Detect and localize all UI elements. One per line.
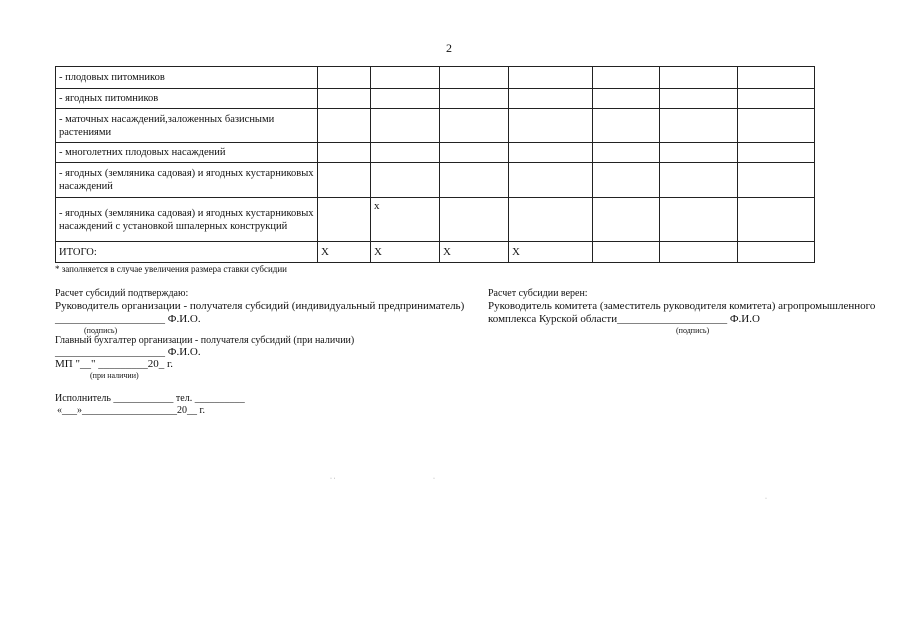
- page-number: 2: [446, 41, 452, 55]
- table-cell: [440, 163, 509, 198]
- table-cell: [738, 198, 815, 242]
- footnote: * заполняется в случае увеличения размера ставки субсидии: [55, 264, 287, 274]
- table-cell: [318, 89, 371, 109]
- table-cell: X: [371, 242, 440, 263]
- table-row: [56, 109, 815, 143]
- table-cell: [593, 109, 660, 143]
- stamp-caption: (при наличии): [90, 371, 139, 380]
- table-cell: [371, 89, 440, 109]
- committee-head-line: Руководитель комитета (заместитель руководителя комитета) агропромышленного: [488, 300, 876, 312]
- table-cell: X: [318, 242, 371, 263]
- table-row: [56, 143, 815, 163]
- table-cell: x: [371, 198, 440, 242]
- accountant-line: Главный бухгалтер организации - получателя субсидий (при наличии): [55, 335, 355, 346]
- table-cell: [660, 143, 738, 163]
- table-cell: [738, 109, 815, 143]
- table-cell: [738, 242, 815, 263]
- table-cell: [440, 109, 509, 143]
- table-cell: [593, 198, 660, 242]
- table-cell: [660, 109, 738, 143]
- table-cell: [593, 163, 660, 198]
- table-cell: [738, 163, 815, 198]
- executor-line: Исполнитель ____________ тел. __________: [55, 393, 245, 404]
- table-cell: [318, 109, 371, 143]
- table-row: [56, 67, 815, 89]
- table-cell: [371, 67, 440, 89]
- org-head-signature-caption: (подпись): [84, 326, 118, 335]
- scan-speck: ·: [765, 496, 767, 502]
- table-cell: X: [440, 242, 509, 263]
- table-cell: [509, 89, 593, 109]
- table-cell: [371, 143, 440, 163]
- row-label: - ягодных (земляника садовая) и ягодных кустарниковых насаждений: [56, 163, 318, 198]
- table-cell: [440, 89, 509, 109]
- table-cell: [371, 163, 440, 198]
- table-cell: [660, 163, 738, 198]
- table-cell: [738, 143, 815, 163]
- table-cell: [593, 242, 660, 263]
- table-cell: [440, 143, 509, 163]
- table-cell: [440, 198, 509, 242]
- table-row: [56, 89, 815, 109]
- executor-date-line: «___»___________________20__ г.: [57, 405, 205, 416]
- table-cell: [593, 67, 660, 89]
- table-cell: [318, 67, 371, 89]
- table-cell: [738, 89, 815, 109]
- table-cell: [593, 89, 660, 109]
- stamp-date-line: МП "__" _________20_ г.: [55, 358, 173, 370]
- table-cell: [509, 163, 593, 198]
- right-heading: Расчет субсидии верен:: [488, 288, 588, 299]
- table-cell: [371, 109, 440, 143]
- table-cell: [318, 163, 371, 198]
- table-cell: [660, 242, 738, 263]
- table-cell: X: [509, 242, 593, 263]
- table-cell: [509, 109, 593, 143]
- table-cell: [318, 198, 371, 242]
- table-cell: [440, 67, 509, 89]
- table-cell: [738, 67, 815, 89]
- committee-signature-caption: (подпись): [676, 326, 710, 335]
- table-cell: [660, 89, 738, 109]
- row-label: - ягодных питомников: [56, 89, 318, 109]
- row-label: - маточных насаждений,заложенных базисными растениями: [56, 109, 318, 143]
- table-cell: [660, 198, 738, 242]
- scan-speck: ·: [433, 476, 435, 482]
- table-cell: [593, 143, 660, 163]
- row-label: ИТОГО:: [56, 242, 318, 263]
- committee-signature-line: комплекса Курской области____________________ Ф.И.О: [488, 313, 760, 325]
- table-cell: [509, 143, 593, 163]
- table-cell: [660, 67, 738, 89]
- row-label: - плодовых питомников: [56, 67, 318, 89]
- subsidy-table: [55, 66, 815, 263]
- org-head-signature-line: ____________________ Ф.И.О.: [55, 313, 201, 325]
- row-label: - многолетних плодовых насаждений: [56, 143, 318, 163]
- table-row: [56, 242, 815, 263]
- table-row: [56, 198, 815, 242]
- table-cell: [318, 143, 371, 163]
- org-head-line: Руководитель организации - получателя субсидий (индивидуальный предприниматель): [55, 300, 465, 312]
- confirm-heading: Расчет субсидий подтверждаю:: [55, 288, 189, 299]
- table-cell: [509, 198, 593, 242]
- accountant-signature-line: ____________________ Ф.И.О.: [55, 346, 201, 358]
- table-row: [56, 163, 815, 198]
- table-cell: [509, 67, 593, 89]
- row-label: - ягодных (земляника садовая) и ягодных кустарниковых насаждений с установкой шпалерных конструкций: [56, 198, 318, 242]
- scan-speck: · ·: [330, 476, 336, 482]
